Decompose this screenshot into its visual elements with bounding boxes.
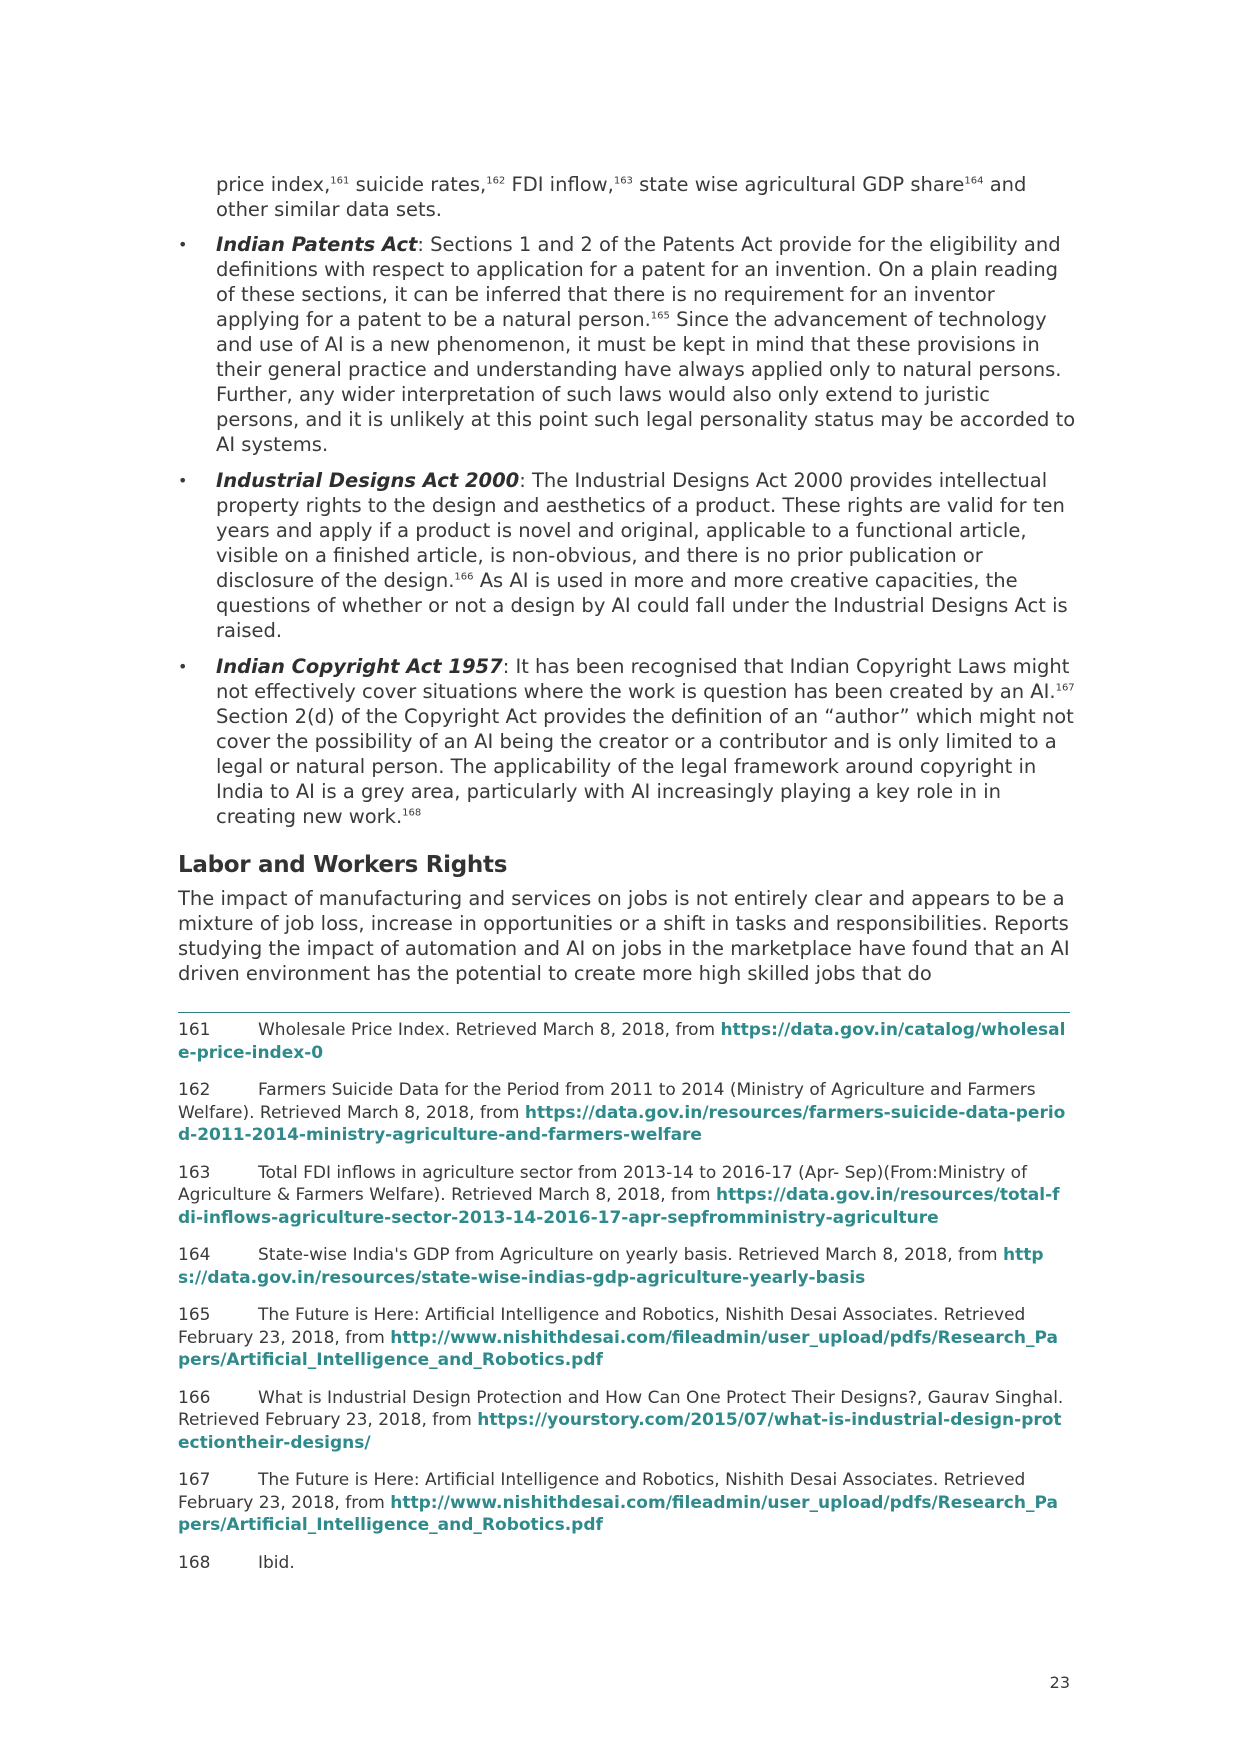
footnote-link[interactable]: https://yourstory.com/2015/07/what-is-industrial-design-protectiontheir-designs/ (178, 1410, 1062, 1453)
page-number: 23 (1049, 1673, 1070, 1692)
footnote-number: 162 (178, 1080, 211, 1100)
bullet-term: Indian Copyright Act 1957 (216, 655, 503, 678)
footnote-link[interactable]: http://www.nishithdesai.com/fileadmin/user_upload/pdfs/Research_Papers/Artificial_Intelligence_and_Robotics.pdf (178, 1492, 1058, 1535)
intro-text: state wise agricultural GDP share (632, 173, 965, 196)
footnote-link[interactable]: https://data.gov.in/resources/state-wise-indias-gdp-agriculture-yearly-basis (178, 1245, 1044, 1288)
footnote-text: What is Industrial Design Protection and How Can One Protect Their Designs?, Gaurav Singhal. Retrieved February 23, 2018, from (178, 1387, 1064, 1430)
footnote-link[interactable]: https://data.gov.in/resources/total-fdi-inflows-agriculture-sector-2013-14-2016-17-apr-sepfromministry-agriculture (178, 1185, 1060, 1228)
bullet-term: Industrial Designs Act 2000 (216, 469, 520, 492)
footnote-number: 164 (178, 1245, 211, 1265)
intro-text: FDI inflow, (505, 173, 614, 196)
intro-continuation (216, 172, 1078, 222)
footnote-164 (178, 1244, 1070, 1289)
bullet-text: As AI is used in more and more creative capacities, the questions of whether or not a design by AI could fall under the Industrial Designs Act is raised. (216, 569, 1068, 642)
intro-text: and other similar data sets. (216, 173, 1027, 221)
footnote-text: Farmers Suicide Data for the Period from 2011 to 2014 (Ministry of Agriculture and Farmers Welfare). Retrieved March 8, 2018, from (178, 1080, 1036, 1123)
footnote-167 (178, 1469, 1070, 1537)
footnote-number: 168 (178, 1552, 211, 1573)
footnote-163 (178, 1162, 1070, 1230)
footnote-ref-166[interactable]: 166 (454, 571, 474, 583)
intro-text: price index, (216, 173, 331, 196)
bullet-term: Indian Patents Act (216, 233, 418, 256)
footnote-168 (178, 1552, 1070, 1575)
footnote-161 (178, 1019, 1070, 1064)
bullet-text: : The Industrial Designs Act 2000 provides intellectual property rights to the design and aesthetics of a product. These rights are valid for ten years and apply if a product is novel and original, applicable to a functional article, visible on a finished article, is non-obvious, and there is no prior publication or disclosure of the design. (216, 469, 1065, 592)
bullet-marker: • (178, 471, 188, 490)
footnote-ref-168[interactable]: 168 (402, 807, 422, 819)
law-bullet-list (178, 232, 1078, 829)
footnote-ref-165[interactable]: 165 (650, 310, 670, 322)
main-content (178, 172, 1078, 986)
bullet-text: : It has been recognised that Indian Copyright Laws might not effectively cover situations where the work is question has been created by an AI. (216, 655, 1070, 703)
intro-text: suicide rates, (349, 173, 487, 196)
bullet-text: Section 2(d) of the Copyright Act provides the definition of an “author” which might not cover the possibility of an AI being the creator or a contributor and is only limited to a legal or natural person. The applicability of the legal framework around copyright in India to AI is a grey area, particularly with AI increasingly playing a key role in in creating new work. (216, 705, 1074, 828)
footnote-text: Ibid. (258, 1552, 295, 1573)
footnote-text: Total FDI inflows in agriculture sector from 2013-14 to 2016-17 (Apr- Sep)(From:Ministry of Agriculture & Farmers Welfare). Retrieved March 8, 2018, from (178, 1162, 1028, 1205)
footnote-number: 167 (178, 1470, 211, 1490)
bullet-industrial-designs-act (178, 468, 1078, 643)
footnote-162 (178, 1079, 1070, 1147)
section-heading: Labor and Workers Rights (178, 852, 508, 878)
footnote-number: 166 (178, 1387, 211, 1408)
footnote-ref-162[interactable]: 162 (486, 175, 506, 187)
footnote-link[interactable]: https://data.gov.in/catalog/wholesale-price-index-0 (178, 1020, 1066, 1063)
footnote-number: 165 (178, 1305, 211, 1325)
footnote-165 (178, 1304, 1070, 1372)
footnote-ref-164[interactable]: 164 (964, 175, 984, 187)
bullet-text: : Sections 1 and 2 of the Patents Act provide for the eligibility and definitions with respect to application for a patent for an invention. On a plain reading of these sections, it can be inferred that there is no requirement for an inventor applying for a patent to be a natural person. (216, 233, 1061, 331)
footnote-number: 161 (178, 1020, 211, 1040)
footnote-link[interactable]: https://data.gov.in/resources/farmers-suicide-data-period-2011-2014-ministry-agriculture-and-farmers-welfare (178, 1102, 1066, 1145)
footnote-166 (178, 1387, 1070, 1455)
footnote-ref-163[interactable]: 163 (613, 175, 633, 187)
footnote-number: 163 (178, 1162, 211, 1183)
footnote-text: Wholesale Price Index. Retrieved March 8, 2018, from (258, 1020, 721, 1040)
footnote-link[interactable]: http://www.nishithdesai.com/fileadmin/user_upload/pdfs/Research_Papers/Artificial_Intelligence_and_Robotics.pdf (178, 1327, 1058, 1370)
footnote-ref-161[interactable]: 161 (330, 175, 350, 187)
footnote-ref-167[interactable]: 167 (1055, 682, 1075, 694)
bullet-text: Since the advancement of technology and use of AI is a new phenomenon, it must be kept in mind that these provisions in their general practice and understanding have always applied only to natural persons. Further, any wider interpretation of such laws would also only extend to juristic persons, and it is unlikely at this point such legal personality status may be accorded to AI systems. (216, 308, 1076, 456)
footnote-text: The Future is Here: Artificial Intelligence and Robotics, Nishith Desai Associates. Retrieved February 23, 2018, from (178, 1305, 1026, 1348)
footnote-text: The Future is Here: Artificial Intelligence and Robotics, Nishith Desai Associates. Retrieved February 23, 2018, from (178, 1470, 1026, 1513)
section-paragraph: The impact of manufacturing and services on jobs is not entirely clear and appears to be a mixture of job loss, increase in opportunities or a shift in tasks and responsibilities. Reports studying the impact of automation and AI on jobs in the marketplace have found that an AI driven environment has the potential to create more high skilled jobs that do (178, 887, 1070, 985)
bullet-marker: • (178, 657, 188, 676)
bullet-copyright-act (178, 654, 1078, 829)
footnote-text: State-wise India's GDP from Agriculture on yearly basis. Retrieved March 8, 2018, from (258, 1245, 1004, 1265)
bullet-patents-act (178, 232, 1078, 457)
bullet-marker: • (178, 235, 188, 254)
footnotes (178, 1012, 1070, 1589)
